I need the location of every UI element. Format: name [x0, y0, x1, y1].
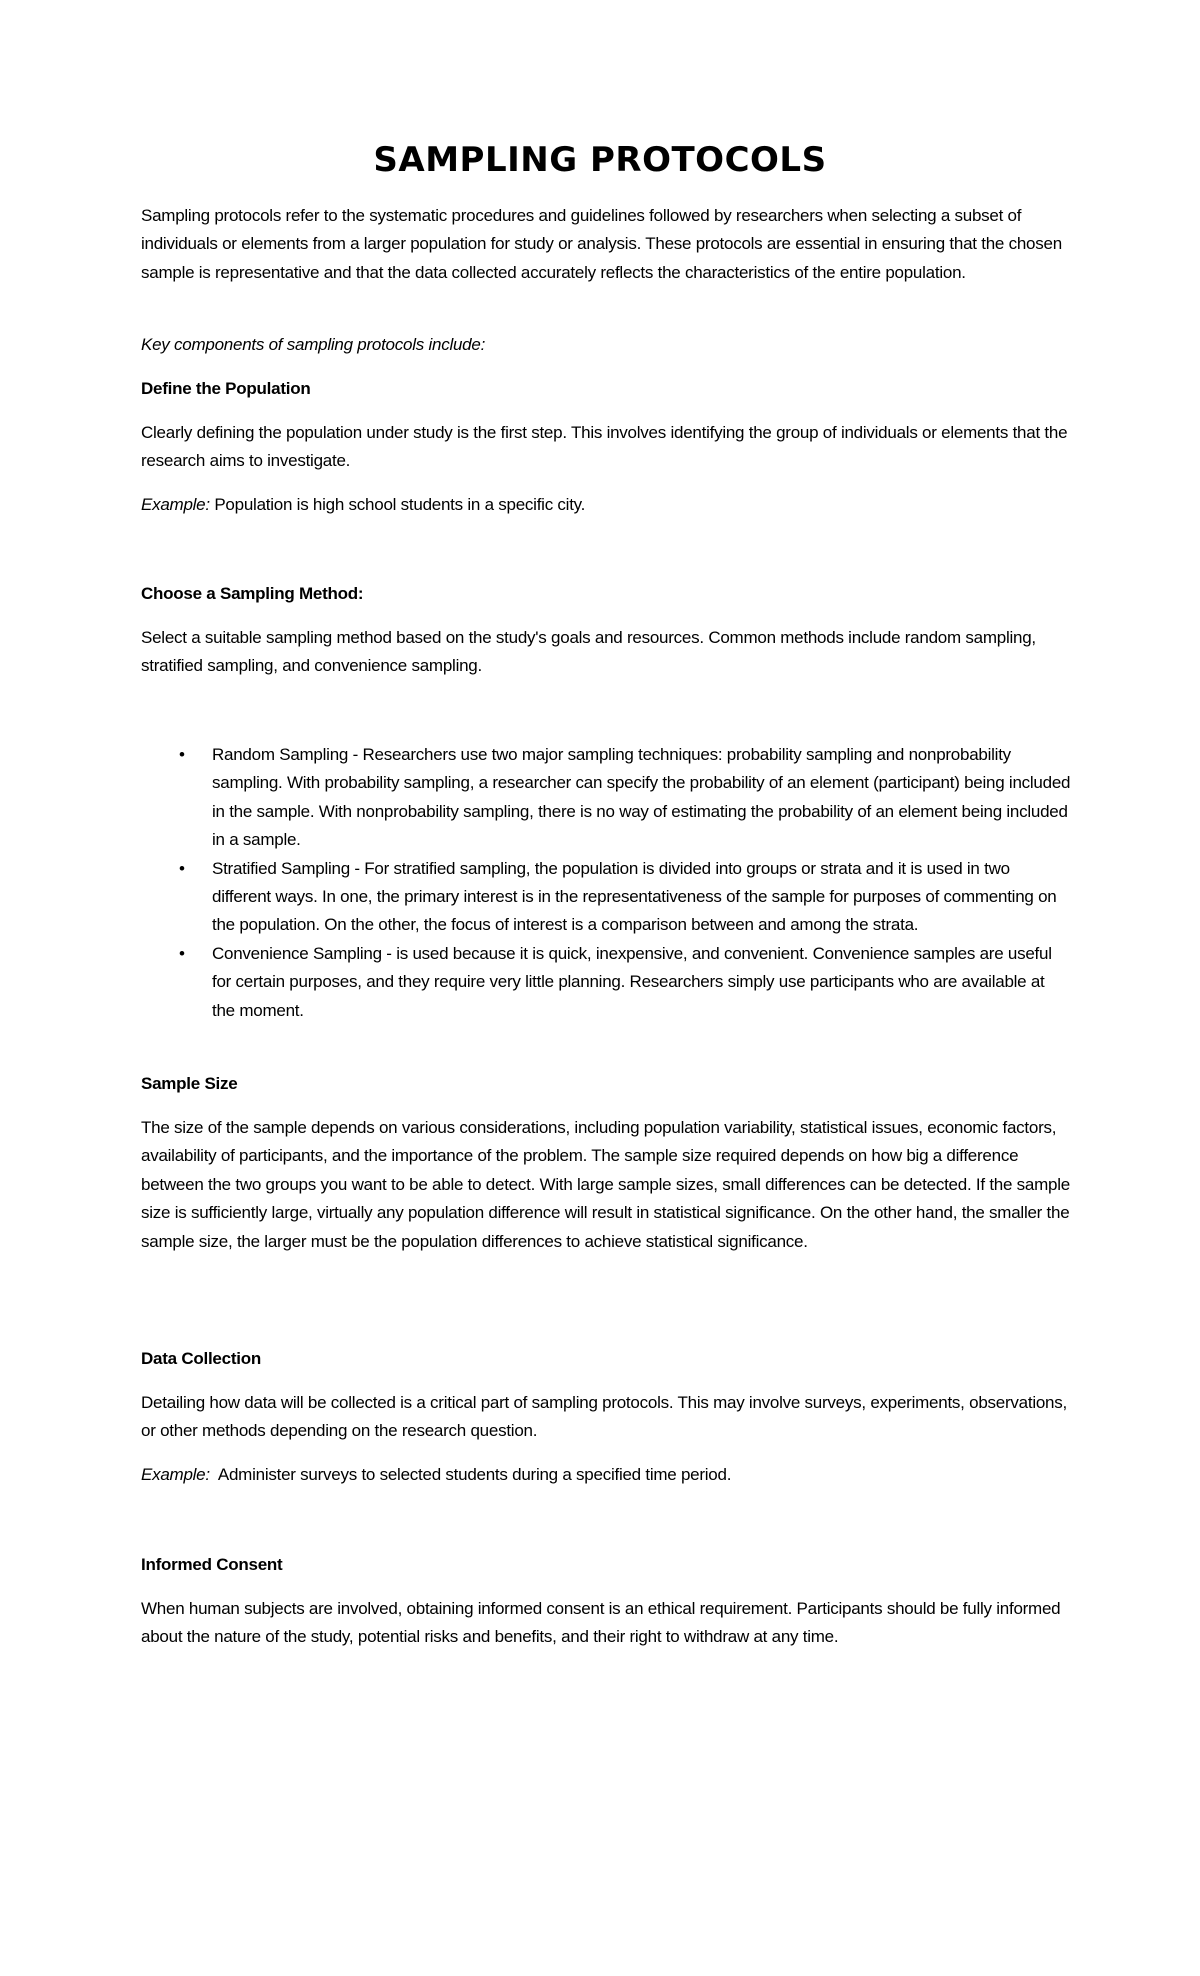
list-item-stratified-sampling: [141, 855, 1071, 940]
informed-consent-heading: Informed Consent: [141, 1555, 283, 1574]
sample-size-text: The size of the sample depends on various considerations, including population variability, statistical issues, economic factors, availability of participants, and the importance of the problem. The sample size required depends on how big a difference between the two groups you want to be able to detect. With large sample sizes, small differences can be detected. If the sample size is sufficiently large, virtually any population difference will result in statistical significance. On the other hand, the smaller the sample size, the larger must be the population differences to achieve statistical significance.: [141, 1118, 1070, 1251]
list-item-text: Random Sampling - Researchers use two major sampling techniques: probability sampling and nonprobability sampling. With probability sampling, a researcher can specify the probability of an element (participant) being included in the sample. With nonprobability sampling, there is no way of estimating the probability of an element being included in a sample.: [212, 745, 1071, 850]
informed-consent-text: When human subjects are involved, obtaining informed consent is an ethical requirement. Participants should be fully informed about the nature of the study, potential risks and benefits, and their right to withdraw at any time.: [141, 1599, 1061, 1647]
sampling-method-text: Select a suitable sampling method based on the study's goals and resources. Common methods include random sampling, stratified sampling, and convenience sampling.: [141, 628, 1036, 676]
sampling-methods-list: [141, 741, 1071, 1025]
bullet-icon: •: [179, 943, 185, 963]
sample-size-heading: Sample Size: [141, 1074, 238, 1093]
document-title: SAMPLING PROTOCOLS: [373, 140, 827, 180]
example-text: Population is high school students in a specific city.: [209, 495, 586, 514]
list-item-text: Stratified Sampling - For stratified sampling, the population is divided into groups or strata and it is used in two different ways. In one, the primary interest is in the representativeness of the sample for purposes of commenting on the population. On the other, the focus of interest is a comparison between and among the strata.: [212, 858, 1057, 935]
define-population-text: Clearly defining the population under study is the first step. This involves identifying the group of individuals or elements that the research aims to investigate.: [141, 423, 1068, 471]
data-collection-example: [141, 1461, 1071, 1489]
intro-paragraph: Sampling protocols refer to the systematic procedures and guidelines followed by researchers when selecting a subset of individuals or elements from a larger population for study or analysis. These protocols are essential in ensuring that the chosen sample is representative and that the data collected accurately reflects the characteristics of the entire population.: [141, 206, 1062, 282]
define-population-example: [141, 491, 1071, 519]
example-label: Example:: [141, 1465, 210, 1484]
sampling-method-heading: Choose a Sampling Method:: [141, 584, 364, 603]
list-item-convenience-sampling: [141, 940, 1071, 1025]
bullet-icon: •: [179, 858, 185, 878]
define-population-heading: Define the Population: [141, 379, 311, 398]
data-collection-heading: Data Collection: [141, 1349, 261, 1368]
bullet-icon: •: [179, 745, 185, 764]
list-item-text: Convenience Sampling - is used because it is quick, inexpensive, and convenient. Convenience samples are useful for certain purposes, and they require very little planning. Researchers simply use participants who are available at the moment.: [212, 943, 1052, 1020]
example-label: Example:: [141, 495, 210, 514]
list-item-random-sampling: [141, 741, 1071, 855]
key-components-line: Key components of sampling protocols include:: [141, 335, 486, 354]
example-text: Administer surveys to selected students during a specified time period.: [209, 1465, 732, 1484]
data-collection-text: Detailing how data will be collected is a critical part of sampling protocols. This may involve surveys, experiments, observations, or other methods depending on the research question.: [141, 1393, 1067, 1441]
